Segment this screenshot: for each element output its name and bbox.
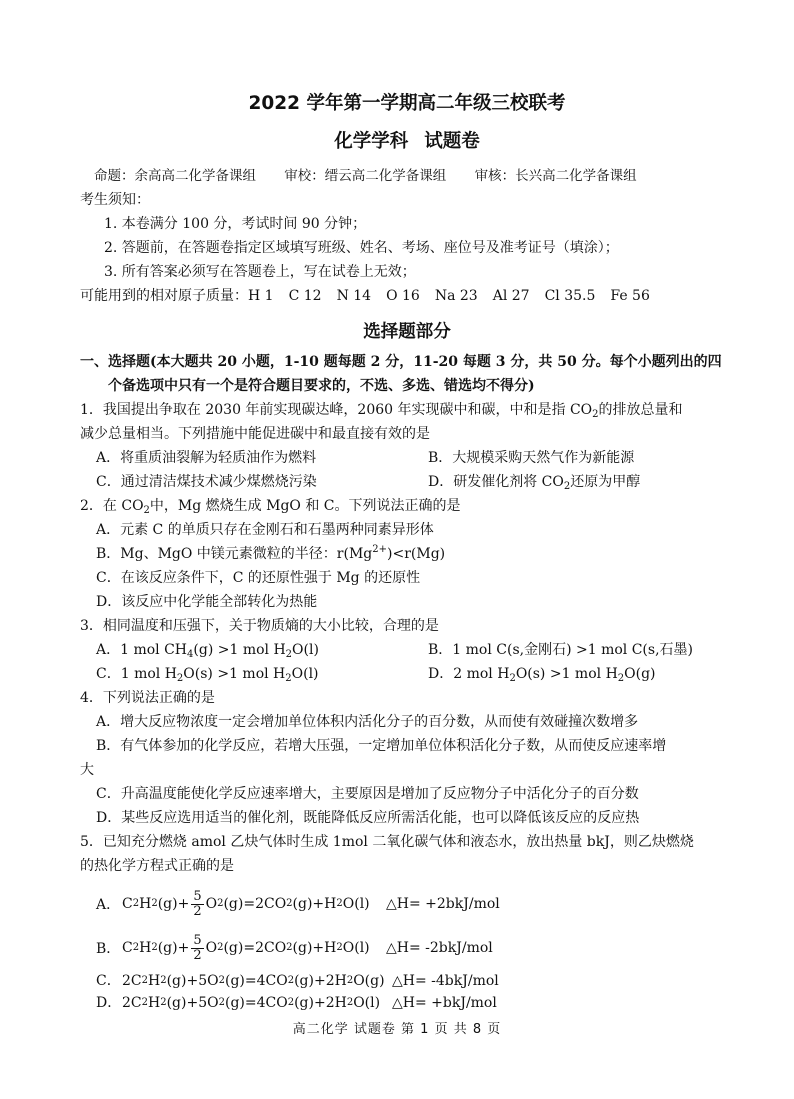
atomic-h: H 1 — [248, 288, 274, 304]
exam-subtitle — [80, 130, 734, 154]
q2-option-c: C．在该反应条件下，C 的还原性强于 Mg 的还原性 — [96, 570, 421, 586]
q3-option-a: A．1 mol $CH_4(g) >1$ mol $H_2O(l)$ — [96, 642, 319, 660]
exam-title: 2022 学年第一学期高二年级三校联考 — [248, 93, 566, 114]
atomic-cl: Cl 35.5 — [544, 288, 596, 304]
q1-stem-b: 的排放总量和 — [598, 402, 683, 418]
q5-option-a — [80, 886, 734, 922]
q5-equation-a: C 2 H 2 (g)+ $\frac{5}{2}$ O 2 (g)=2CO 2 (g)+H 2 O(l) — [122, 888, 370, 919]
q1-option-d: D．研发催化剂将 $CO_2$还原为甲醇 — [428, 474, 641, 492]
q1-option-a: A．将重质油裂解为轻质油作为燃料 — [96, 450, 317, 466]
q1-options-cd — [80, 470, 734, 494]
q5-option-b — [80, 930, 734, 966]
q3-options-ab — [80, 638, 734, 662]
auditor: 审核：长兴高二化学备课组 — [474, 168, 637, 184]
page-footer: 高二化学 试题卷 第 1 页 共 8 页 — [292, 1022, 502, 1037]
atomic-fe: Fe 56 — [610, 288, 650, 304]
notice-heading: 考生须知： — [80, 192, 150, 208]
q4-option-a: A．增大反应物浓度一定会增加单位体积内活化分子的百分数，从而使有效碰撞次数增多 — [96, 714, 639, 730]
q5-label-b: B． — [96, 941, 121, 957]
atomic-n: N 14 — [336, 288, 372, 304]
section-title: 选择题部分 — [363, 322, 451, 342]
q1-sub: 2 — [592, 409, 599, 420]
q5-label-a: A． — [96, 897, 121, 913]
atomic-al: Al 27 — [492, 288, 530, 304]
atomic-c: C 12 — [288, 288, 322, 304]
q5-equation-b: C 2 H 2 (g)+ $\frac{5}{2}$ O 2 (g)=2CO 2 (g)+H 2 O(l) — [122, 932, 370, 963]
authors-line — [80, 164, 734, 188]
q5-dh-a: △H= +2bkJ/mol — [386, 896, 500, 912]
q5-option-d — [80, 992, 734, 1014]
q5-dh-d: △H= +bkJ/mol — [392, 995, 497, 1011]
q5-dh-b: △H= -2bkJ/mol — [386, 940, 493, 956]
reviewer: 审校：缙云高二化学备课组 — [284, 168, 447, 184]
q1-stem — [80, 398, 734, 422]
q1-option-c: C．通过清洁煤技术减少煤燃烧污染 — [96, 474, 317, 490]
q4-option-d: D．某些反应选用适当的催化剂，既能降低反应所需活化能，也可以降低该反应的反应热 — [96, 810, 640, 826]
q5-label-d: D． — [96, 995, 122, 1011]
paper-label: 试题卷 — [424, 131, 480, 152]
q2-stem: 2．在 $CO_2$中，Mg 燃烧生成 MgO 和 C。下列说法正确的是 — [80, 498, 461, 516]
q2-option-b: B．Mg、MgO 中镁元素微粒的半径：$r(Mg^{2+})<r(Mg)$ — [96, 544, 446, 562]
q3-option-c: C．1 mol $H_2O(s) >1$ mol $H_2O(l)$ — [96, 666, 319, 684]
section-instruction-2: 个备选项中只有一个是符合题目要求的，不选、多选、错选均不得分) — [108, 378, 535, 394]
q3-option-b: B．1 mol C(s,金刚石) >1 mol C(s,石墨) — [428, 642, 693, 658]
section-instruction-1: 一、选择题(本大题共 20 小题，1-10 题每题 2 分，11-20 每题 3 分，共 50 分。每个小题列出的四 — [80, 354, 722, 370]
q4-stem: 4．下列说法正确的是 — [80, 690, 215, 706]
proposer: 命题：余高高二化学备课组 — [94, 168, 256, 184]
subject-label: 化学学科 — [334, 131, 409, 152]
q1-stem-c: 减少总量相当。下列措施中能促进碳中和最直接有效的是 — [80, 426, 430, 442]
q4-option-c: C．升高温度能使化学反应速率增大，主要原因是增加了反应物分子中活化分子的百分数 — [96, 786, 639, 802]
q5-dh-c: △H= -4bkJ/mol — [392, 973, 499, 989]
q2-option-d: D．该反应中化学能全部转化为热能 — [96, 594, 318, 610]
q1-options-ab — [80, 446, 734, 470]
atomic-masses — [80, 284, 734, 308]
notice-item-3: 3. 所有答案必须写在答题卷上，写在试卷上无效； — [104, 264, 416, 280]
atomic-o: O 16 — [386, 288, 420, 304]
notice-item-2: 2. 答题前，在答题卷指定区域填写班级、姓名、考场、座位号及准考证号（填涂）； — [104, 240, 619, 256]
q3-options-cd — [80, 662, 734, 686]
q1-option-b: B．大规模采购天然气作为新能源 — [428, 450, 635, 466]
q4-option-b-line1: B．有气体参加的化学反应，若增大压强，一定增加单位体积活化分子数，从而使反应速率增 — [96, 738, 667, 754]
q5-equation-d: 2C 2 H 2 (g)+5O 2 (g)=4CO 2 (g)+2H 2 O(l) — [122, 995, 381, 1011]
q1-stem-a: 1．我国提出争取在 2030 年前实现碳达峰，2060 年实现碳中和碳，中和是指 CO — [80, 402, 593, 418]
atomic-label: 可能用到的相对原子质量： — [80, 288, 248, 304]
q5-label-c: C． — [96, 973, 121, 989]
q5-frac-a: $\frac{5}{2}$ — [193, 888, 202, 919]
q2-option-a: A．元素 C 的单质只存在金刚石和石墨两种同素异形体 — [96, 522, 434, 538]
q3-option-d: D．2 mol $H_2O(s) >1$ mol $H_2O(g)$ — [428, 666, 656, 684]
q5-stem-2: 的热化学方程式正确的是 — [80, 858, 234, 874]
q5-frac-b: $\frac{5}{2}$ — [193, 932, 202, 963]
notice-item-1: 1. 本卷满分 100 分，考试时间 90 分钟； — [104, 216, 367, 232]
atomic-na: Na 23 — [434, 288, 478, 304]
q5-stem-1: 5．已知充分燃烧 amol 乙炔气体时生成 1mol 二氧化碳气体和液态水，放出热量 bkJ，则乙炔燃烧 — [80, 834, 694, 850]
q4-option-b-line2: 大 — [80, 762, 94, 778]
q3-stem: 3．相同温度和压强下，关于物质熵的大小比较，合理的是 — [80, 618, 439, 634]
q5-option-c — [80, 970, 734, 992]
q5-equation-c: 2C 2 H 2 (g)+5O 2 (g)=4CO 2 (g)+2H 2 O(g) — [122, 973, 385, 989]
